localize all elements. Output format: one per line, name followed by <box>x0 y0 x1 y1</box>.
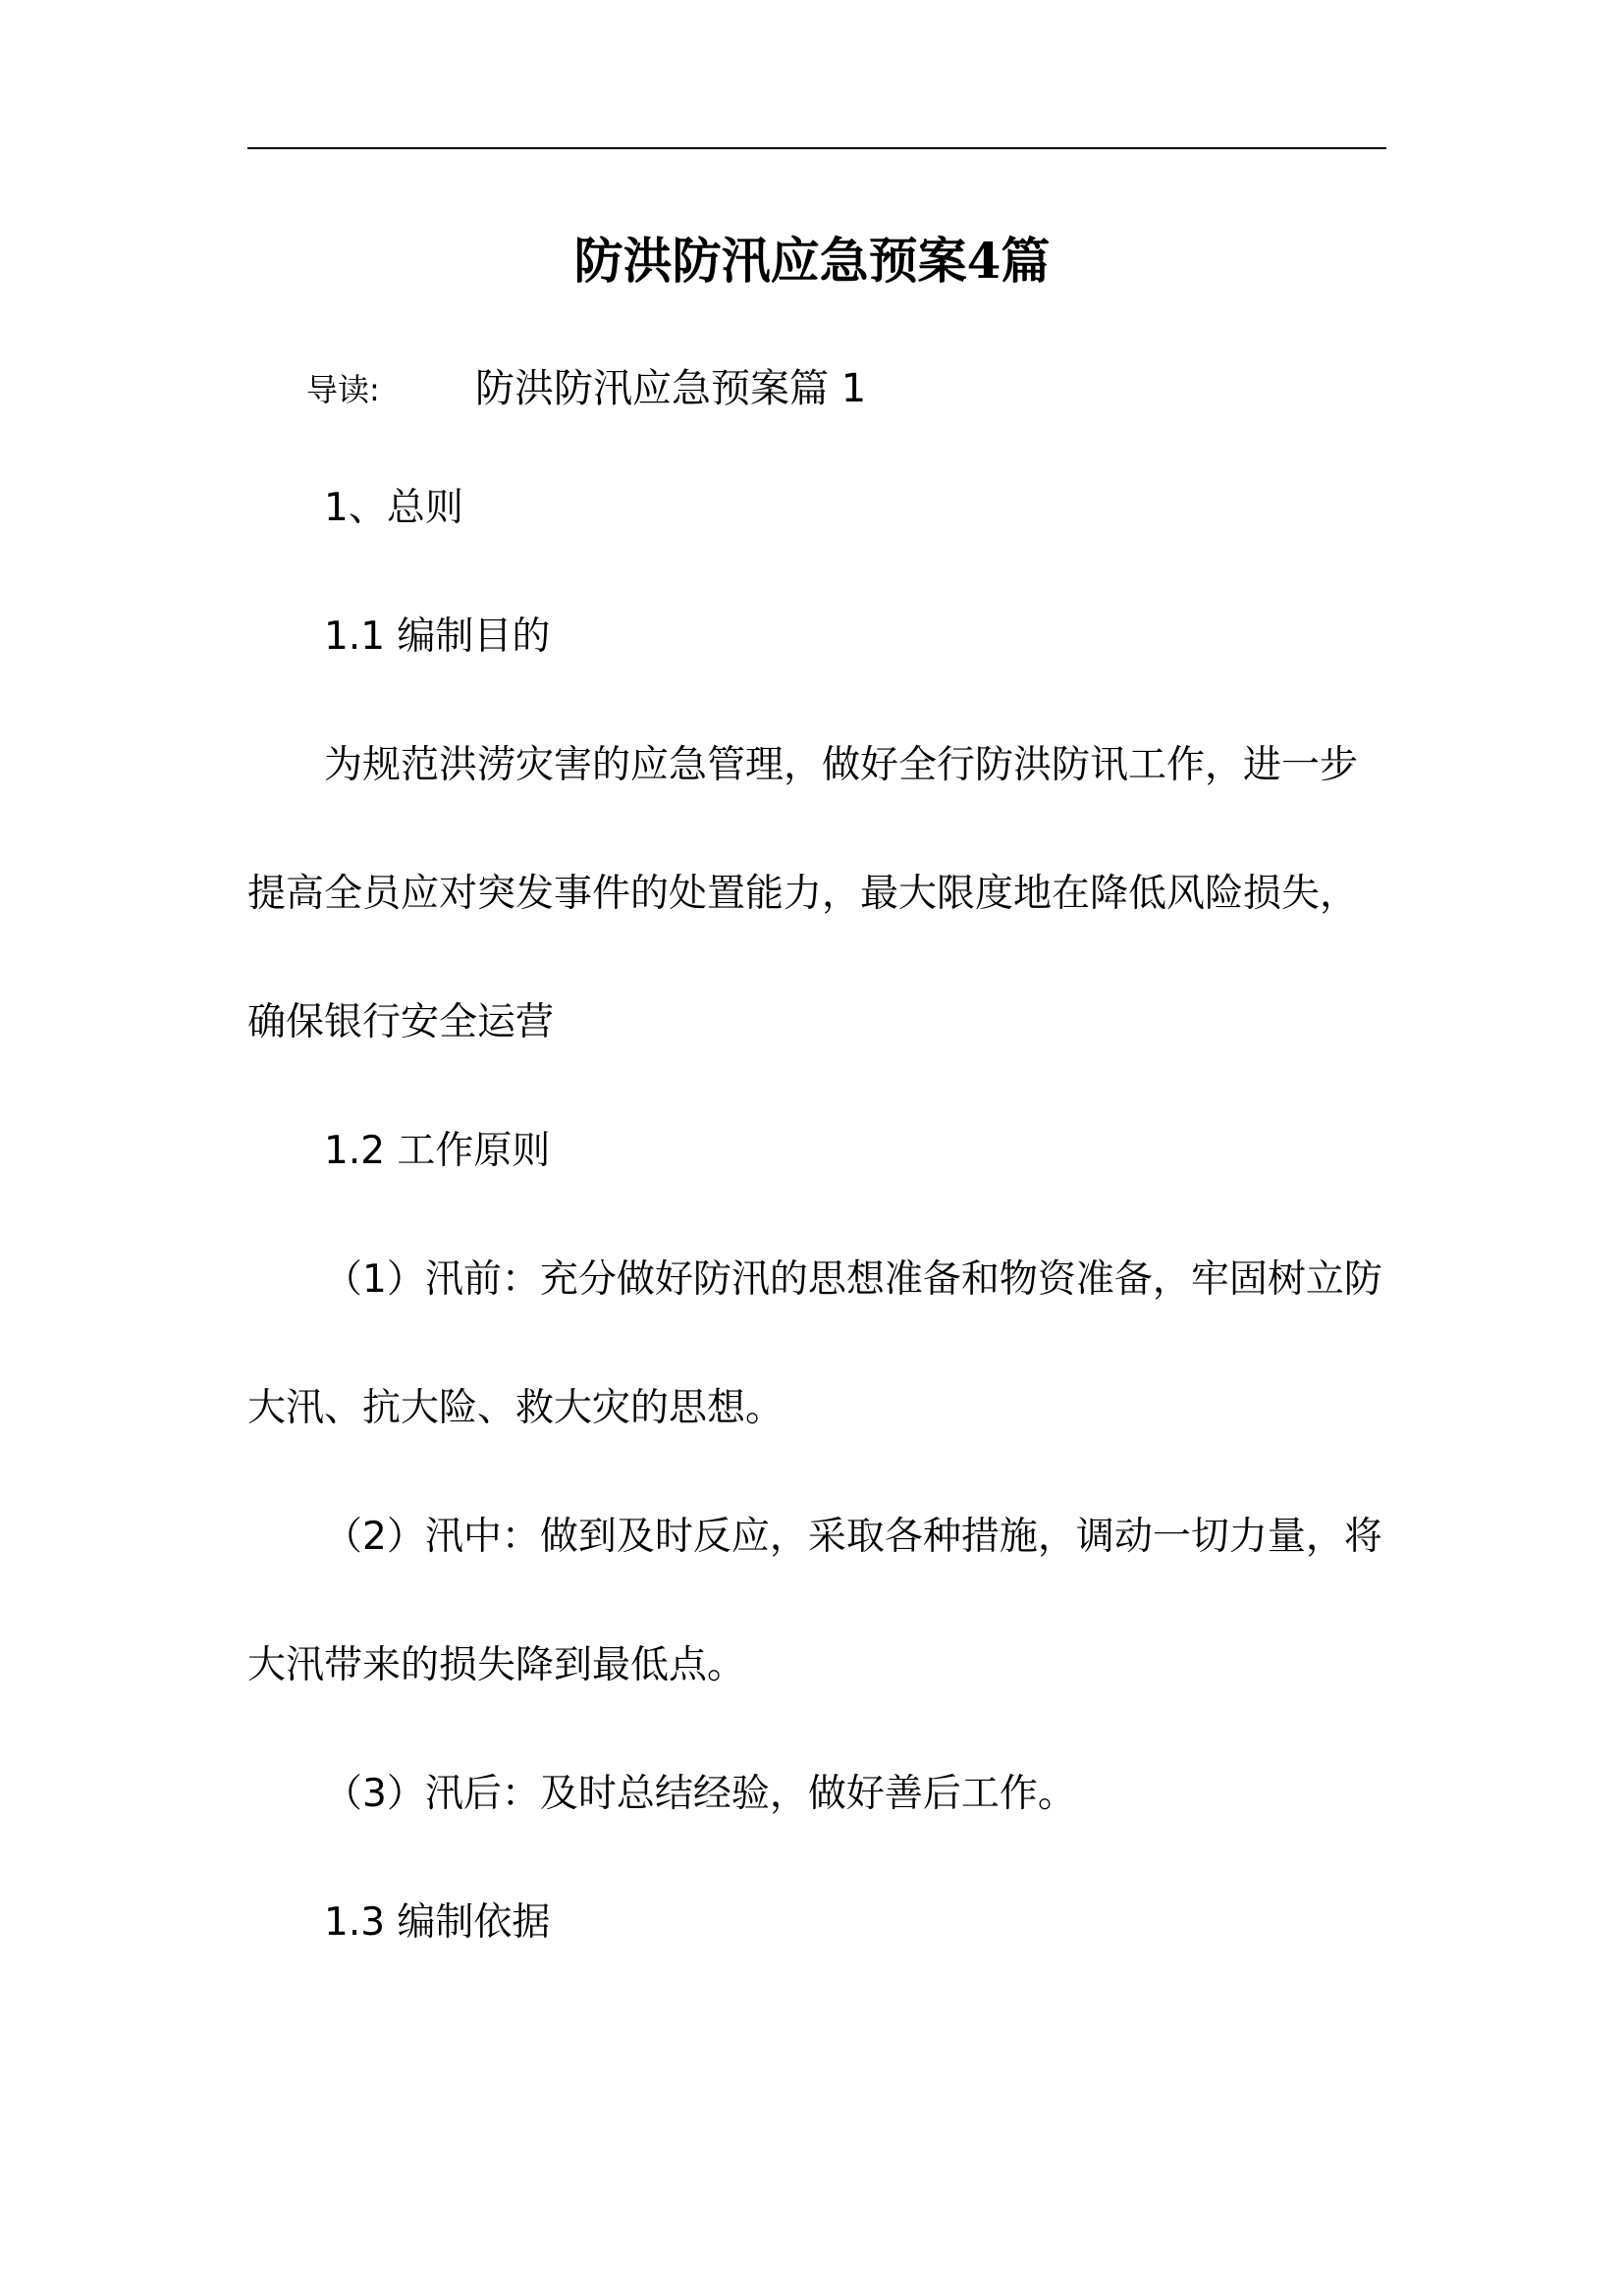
section-heading-1-3: 1.3 编制依据 <box>324 1900 551 1945</box>
paragraph-line: （3）汛后：及时总结经验，做好善后工作。 <box>324 1772 1076 1816</box>
document-title: 防洪防汛应急预案4篇 <box>573 232 1051 290</box>
section-heading-1-1: 1.1 编制目的 <box>324 614 551 659</box>
guide-label: 导读: <box>306 371 380 408</box>
header-rule <box>247 147 1386 149</box>
paragraph-line: 提高全员应对突发事件的处置能力，最大限度地在降低风险损失， <box>247 872 1359 916</box>
guide-text: 防洪防汛应急预案篇 1 <box>475 366 867 411</box>
paragraph-line: 大汛、抗大险、救大灾的思想。 <box>247 1386 785 1430</box>
paragraph-line: 大汛带来的损失降到最低点。 <box>247 1643 746 1687</box>
paragraph-line: （2）汛中：做到及时反应，采取各种措施，调动一切力量，将 <box>324 1515 1382 1559</box>
section-heading-1: 1、总则 <box>324 486 463 530</box>
paragraph-line: 确保银行安全运营 <box>247 1000 555 1044</box>
section-heading-1-2: 1.2 工作原则 <box>324 1129 551 1173</box>
paragraph-line: 为规范洪涝灾害的应急管理，做好全行防洪防讯工作，进一步 <box>324 743 1359 787</box>
paragraph-line: （1）汛前：充分做好防汛的思想准备和物资准备，牢固树立防 <box>324 1257 1382 1302</box>
